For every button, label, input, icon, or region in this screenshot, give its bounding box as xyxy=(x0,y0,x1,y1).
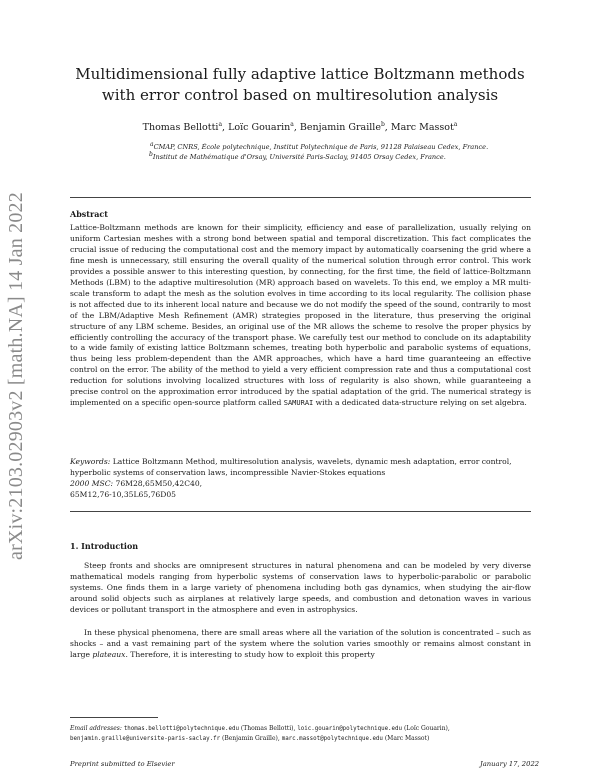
keywords-label: Keywords: xyxy=(70,457,111,466)
affiliation-mark: a xyxy=(150,140,154,148)
author-separator: , xyxy=(384,122,391,133)
emphasis: plateaux xyxy=(92,649,126,659)
paragraph xyxy=(70,628,531,661)
email-owner: (Benjamin Graille) xyxy=(222,735,278,742)
affiliation xyxy=(150,142,488,152)
footnote-divider xyxy=(70,717,158,718)
author-name[interactable]: Marc Massot xyxy=(390,122,454,133)
email-link[interactable]: benjamin.graille@universite-paris-saclay.fr xyxy=(70,736,221,742)
section-heading: 1. Introduction xyxy=(70,541,139,551)
email-link[interactable]: loic.gouarin@polytechnique.edu xyxy=(297,726,403,732)
email-link[interactable]: marc.massot@polytechnique.edu xyxy=(281,736,383,742)
author-mark: b xyxy=(380,120,385,128)
author-list xyxy=(60,121,540,134)
email-owner: (Loïc Gouarin) xyxy=(403,725,448,732)
email-owner: (Marc Massot) xyxy=(384,735,430,742)
msc-label: 2000 MSC: xyxy=(70,478,114,488)
author-mark: a xyxy=(218,120,223,128)
affiliation-mark: b xyxy=(149,150,153,158)
email-owner: (Thomas Bellotti) xyxy=(240,725,294,732)
footnote-label: Email addresses: xyxy=(70,725,122,732)
divider xyxy=(70,197,531,198)
keywords xyxy=(70,457,531,501)
affiliation xyxy=(149,152,446,162)
paragraph-text: . Therefore, it is interesting to study how to exploit this property xyxy=(125,649,375,659)
author-mark: a xyxy=(453,120,458,128)
affiliation-text: CMAP, CNRS, École polytechnique, Institut Polytechnique de Paris, 91128 Palaiseau Cedex, France. xyxy=(153,143,489,151)
footnote-separator: , xyxy=(277,735,282,742)
author-separator: , xyxy=(293,122,300,133)
arxiv-stamp: arXiv:2103.02903v2 [math.NA] 14 Jan 2022 xyxy=(5,192,27,560)
affiliation-text: Institut de Mathématique d'Orsay, Université Paris-Saclay, 91405 Orsay Cedex, France. xyxy=(152,153,446,161)
email-link[interactable]: thomas.bellotti@polytechnique.edu xyxy=(123,726,239,732)
msc-codes: 65M12,76-10,35L65,76D05 xyxy=(70,489,177,499)
author-name[interactable]: Benjamin Graille xyxy=(299,122,381,133)
abstract-text xyxy=(70,223,531,409)
author-name[interactable]: Loïc Gouarin xyxy=(228,122,291,133)
divider xyxy=(70,511,531,512)
author-separator: , xyxy=(222,122,229,133)
footnote-separator: , xyxy=(447,725,450,732)
footnote xyxy=(70,724,540,744)
code-name: SAMURAI xyxy=(283,399,314,408)
abstract-text-part: with a dedicated data-structure relying on set algebra. xyxy=(313,398,527,408)
paragraph: Steep fronts and shocks are omnipresent structures in natural phenomena and can be modeled by very diverse mathematical models ranging from hyperbolic systems of conservation laws to hyperbolic-parabolic or parabolic systems. One finds them in a large variety of phenomena including both gas dynamics, when studying the air-flow around solid objects such as airplanes at relatively large speeds, and combustion and detonation waves in various devices or pollutant transport in the atmosphere and even in astrophysics. xyxy=(70,561,531,614)
abstract-heading: Abstract xyxy=(70,209,108,219)
keywords-text: Lattice Boltzmann Method, multiresolution analysis, wavelets, dynamic mesh adaptation, error control, hyperbolic systems of conservation laws, incompressible Navier-Stokes equations xyxy=(70,457,512,477)
msc-codes: 76M28,65M50,42C40, xyxy=(115,478,203,488)
footer-date: January 17, 2022 xyxy=(480,760,540,768)
author-mark: a xyxy=(290,120,294,128)
author-name[interactable]: Thomas Bellotti xyxy=(142,122,219,133)
footer-left: Preprint submitted to Elsevier xyxy=(70,760,175,768)
footnote-separator: , xyxy=(293,725,298,732)
paragraph-text: In these physical phenomena, there are small areas where all the variation of the solution is concentrated – such as shocks – and a vast remaining part of the system where the solution varies smoothly or remains almost constant in large xyxy=(70,628,531,659)
abstract-text-part: Lattice-Boltzmann methods are known for their simplicity, efficiency and ease of parallelization, usually relying on uniform Cartesian meshes with a strong bond between spatial and temporal discretization. This fact complicates the crucial issue of reducing the computational cost and the memory impact by automatically coarsening the grid where a fine mesh is unnecessary, still ensuring the overall quality of the numerical solution through error control. This work provides a possible answer to this interesting question, by connecting, for the first time, the field of lattice-Boltzmann Methods (LBM) to the adaptive multiresolution (MR) approach based on wavelets. To this end, we employ a MR multi-scale transform to adapt the mesh as the solution evolves in time according to its local regularity. The collision phase is not affected due to its inherent local nature and because we do not modify the speed of the sound, contrarily to most of the LBM/Adaptive Mesh Refinement (AMR) strategies proposed in the literature, thus preserving the original structure of any LBM scheme. Besides, an original use of the MR allows the scheme to resolve the proper physics by efficiently controlling the accuracy of the transport phase. We carefully test our method to conclude on its adaptability to a wide family of existing lattice Boltzmann schemes, treating both hyperbolic and parabolic systems of equations, thus being less problem-dependent than the AMR approaches, which have a hard time guaranteeing an effective control on the error. The ability of the method to yield a very efficient compression rate and thus a computational cost reduction for solutions involving localized structures with loss of regularity is also shown, while guaranteeing a precise control on the approximation error introduced by the spatial adaptation of the grid. The numerical strategy is implemented on a specific open-source platform called xyxy=(70,223,531,408)
paper-title: Multidimensional fully adaptive lattice Boltzmann methods with error control based on multiresolution analysis xyxy=(75,65,525,104)
